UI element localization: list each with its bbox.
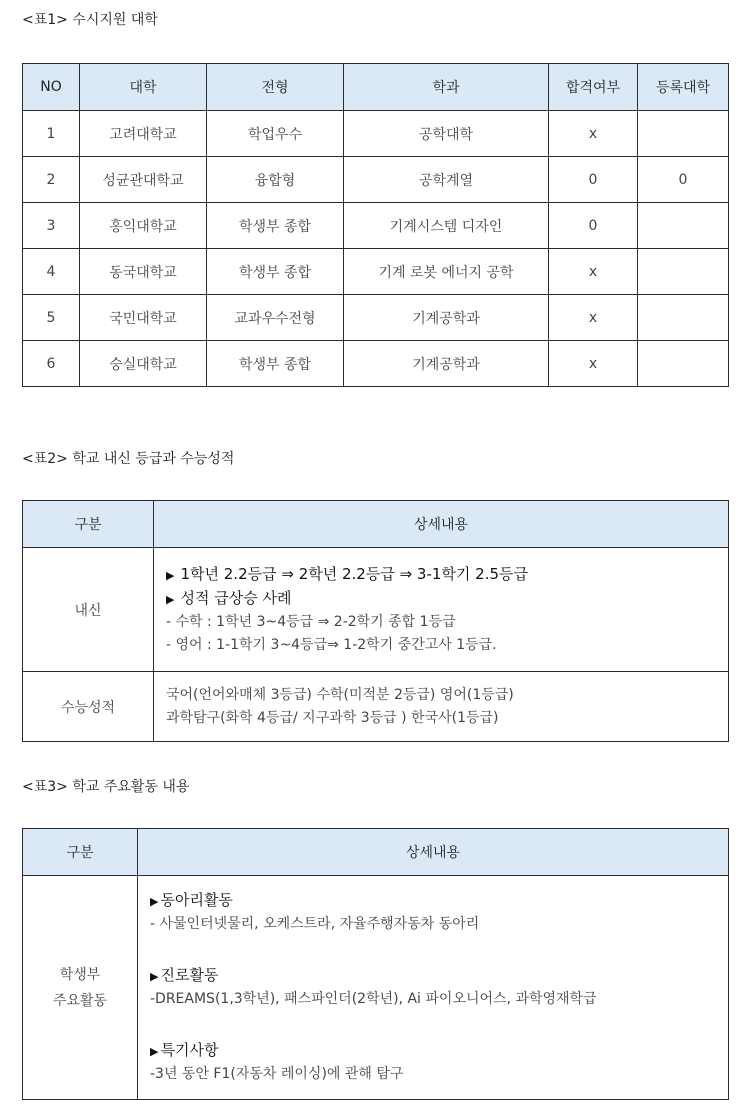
- header-registered: 등록대학: [638, 64, 729, 111]
- table1-caption: <표1> 수시지원 대학: [22, 12, 158, 28]
- cell-no: 6: [23, 341, 80, 387]
- triangle-bullet-icon: ▶: [166, 568, 175, 582]
- header-result: 합격여부: [549, 64, 638, 111]
- cell-admission-type: 학생부 종합: [207, 203, 344, 249]
- table-row: [23, 548, 729, 672]
- naesin-label: 내신: [23, 548, 154, 672]
- cell-no: 5: [23, 295, 80, 341]
- suneung-details: [154, 672, 729, 742]
- cell-department: 공학대학: [344, 111, 549, 157]
- club-title-text: 동아리활동: [160, 891, 233, 909]
- cell-university: 고려대학교: [80, 111, 207, 157]
- activities-label-line-2: 주요활동: [52, 992, 108, 1009]
- cell-no: 4: [23, 249, 80, 295]
- cell-admission-type: 학생부 종합: [207, 249, 344, 295]
- table-row: [23, 341, 729, 387]
- naesin-line: [166, 587, 728, 611]
- cell-result: 0: [549, 203, 638, 249]
- triangle-bullet-icon: ▶: [150, 970, 159, 983]
- naesin-summary: 1학년 2.2등급 ⇒ 2학년 2.2등급 ⇒ 3-1학기 2.5등급: [180, 564, 529, 583]
- grades-table: [22, 500, 729, 742]
- cell-registered: [638, 295, 729, 341]
- cell-admission-type: 학생부 종합: [207, 341, 344, 387]
- table-row: [23, 876, 729, 1100]
- cell-registered: [638, 249, 729, 295]
- table-row: [23, 672, 729, 742]
- header-no: NO: [23, 64, 80, 111]
- naesin-math: - 수학 : 1학년 3~4등급 ⇒ 2-2학기 종합 1등급: [166, 613, 456, 630]
- cell-department: 기계시스템 디자인: [344, 203, 549, 249]
- cell-university: 숭실대학교: [80, 341, 207, 387]
- triangle-bullet-icon: ▶: [150, 895, 159, 908]
- activities-label: [23, 876, 138, 1100]
- header-category: 구분: [23, 501, 154, 548]
- suneung-line-1: 국어(언어와매체 3등급) 수학(미적분 2등급) 영어(1등급): [166, 686, 514, 703]
- table-header-row: [23, 829, 729, 876]
- table-row: [23, 203, 729, 249]
- table-row: [23, 249, 729, 295]
- table-row: [23, 111, 729, 157]
- cell-no: 2: [23, 157, 80, 203]
- cell-registered: [638, 341, 729, 387]
- suneung-line-2: 과학탐구(화학 4등급/ 지구과학 3등급 ) 한국사(1등급): [166, 709, 499, 726]
- career-detail: -DREAMS(1,3학년), 패스파인더(2학년), Ai 파이오니어스, 과학영재학급: [150, 991, 597, 1007]
- cell-university: 동국대학교: [80, 249, 207, 295]
- activities-details: [138, 876, 729, 1100]
- club-title: [150, 889, 728, 913]
- activities-label-line-1: 학생부: [59, 966, 101, 983]
- cell-admission-type: 융합형: [207, 157, 344, 203]
- cell-admission-type: 교과우수전형: [207, 295, 344, 341]
- cell-no: 3: [23, 203, 80, 249]
- club-detail: - 사물인터넷물리, 오케스트라, 자율주행자동차 동아리: [150, 916, 480, 932]
- cell-department: 기계공학과: [344, 341, 549, 387]
- header-details: 상세내용: [154, 501, 729, 548]
- cell-department: 기계 로봇 에너지 공학: [344, 249, 549, 295]
- cell-university: 홍익대학교: [80, 203, 207, 249]
- header-department: 학과: [344, 64, 549, 111]
- special-detail: -3년 동안 F1(자동차 레이싱)에 관해 탐구: [150, 1066, 404, 1082]
- activities-table: [22, 828, 729, 1100]
- naesin-details: [154, 548, 729, 672]
- career-title: [150, 964, 728, 988]
- cell-university: 국민대학교: [80, 295, 207, 341]
- special-title-text: 특기사항: [160, 1041, 219, 1059]
- naesin-line: [166, 563, 728, 587]
- naesin-improvement-title: 성적 급상승 사례: [180, 588, 292, 607]
- triangle-bullet-icon: ▶: [150, 1045, 159, 1058]
- cell-registered: 0: [638, 157, 729, 203]
- cell-result: x: [549, 249, 638, 295]
- header-university: 대학: [80, 64, 207, 111]
- cell-registered: [638, 111, 729, 157]
- suneung-label: 수능성적: [23, 672, 154, 742]
- cell-result: x: [549, 111, 638, 157]
- cell-university: 성균관대학교: [80, 157, 207, 203]
- cell-result: x: [549, 295, 638, 341]
- header-admission-type: 전형: [207, 64, 344, 111]
- table-header-row: [23, 501, 729, 548]
- cell-department: 기계공학과: [344, 295, 549, 341]
- table-row: [23, 295, 729, 341]
- cell-result: 0: [549, 157, 638, 203]
- application-table: [22, 63, 729, 387]
- header-category: 구분: [23, 829, 138, 876]
- table2-caption: <표2> 학교 내신 등급과 수능성적: [22, 451, 235, 467]
- header-details: 상세내용: [138, 829, 729, 876]
- career-title-text: 진로활동: [160, 966, 219, 984]
- cell-registered: [638, 203, 729, 249]
- triangle-bullet-icon: ▶: [166, 592, 175, 606]
- cell-admission-type: 학업우수: [207, 111, 344, 157]
- naesin-english: - 영어 : 1-1학기 3~4등급⇒ 1-2학기 중간고사 1등급.: [166, 636, 497, 653]
- table-header-row: [23, 64, 729, 111]
- table3-caption: <표3> 학교 주요활동 내용: [22, 779, 190, 795]
- cell-result: x: [549, 341, 638, 387]
- cell-no: 1: [23, 111, 80, 157]
- table-row: [23, 157, 729, 203]
- special-title: [150, 1039, 728, 1063]
- cell-department: 공학계열: [344, 157, 549, 203]
